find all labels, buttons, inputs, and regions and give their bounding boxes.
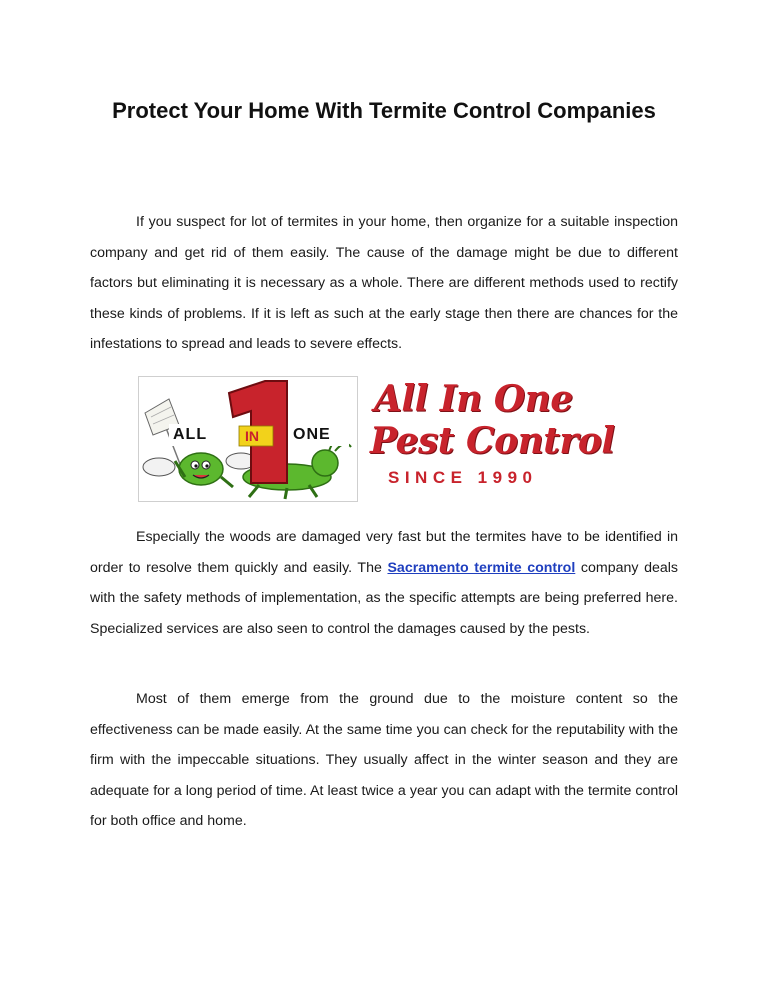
document-title: Protect Your Home With Termite Control Companies (112, 98, 656, 123)
mascot-logo (138, 376, 358, 502)
paragraph-intro: If you suspect for lot of termites in your home, then organize for a suitable inspection company and get rid of them easily. The cause of the damage might be due to different factors but eliminating it is necessary as a whole. There are different methods used to rectify these kinds of problems. If it is left as such at the early stage then there are chances for the infestations to spread and leads to severe effects. (90, 214, 678, 352)
paragraph-ground-moisture: Most of them emerge from the ground due to the moisture content so the effectiveness can be made easily. At the same time you can check for the reputability with the firm with the impeccable situations. They usually affect in the winter season and they are adequate for a long period of time. At least twice a year you can adapt with the termite control for both office and home. (90, 691, 678, 829)
paragraph-text-before-link: Especially the woods are damaged very fast but the termites have to be identified in order to resolve them quickly and easily. The (90, 529, 678, 576)
mascot-text-one: ONE (293, 426, 331, 443)
paragraph-text-after-link: company deals with the safety methods of implementation, as the specific attempts are being preferred here. Specialized services are also seen to control the damages caused by the pests. (90, 559, 678, 637)
paragraph-sacramento (90, 522, 678, 644)
brand-name-line-1: All In One (374, 378, 573, 420)
sacramento-termite-control-link[interactable]: Sacramento termite control (387, 559, 576, 576)
brand-since-text: SINCE 1990 (388, 468, 538, 487)
brand-wordmark (364, 374, 630, 502)
mascot-text-in: IN (245, 428, 259, 444)
mascot-text-all: ALL (173, 426, 208, 443)
company-logo (136, 374, 630, 502)
brand-name-line-2: Pest Control (370, 420, 615, 462)
